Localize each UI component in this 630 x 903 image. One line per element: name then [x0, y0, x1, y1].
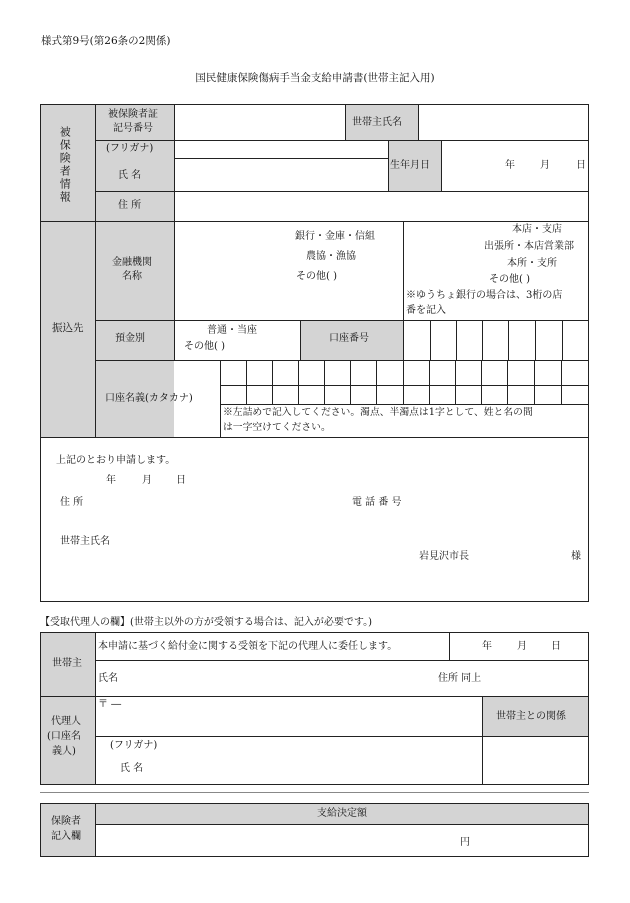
branch-types-line1: 本店・支店 [512, 224, 562, 235]
deposit-types-line1: 普通・当座 [207, 325, 257, 336]
agent-furigana-label: (フリガナ) [110, 740, 158, 751]
agent-label-line1: 代理人 [51, 716, 81, 727]
name-label: 氏 名 [118, 170, 142, 181]
amount-label: 支給決定額 [317, 808, 367, 819]
branch-name-field[interactable] [406, 224, 486, 288]
address-label: 住 所 [118, 200, 142, 211]
delegation-month-unit: 月 [517, 641, 527, 652]
institution-name-field[interactable] [177, 224, 287, 318]
cert-number-field[interactable] [176, 107, 342, 138]
deposit-type-label: 預金別 [115, 333, 145, 344]
agent-label-line2: (口座名 [47, 731, 81, 742]
agent-name-field[interactable] [160, 752, 476, 780]
yen-unit: 円 [460, 837, 470, 848]
declaration-month-unit: 月 [142, 475, 152, 486]
declaration-phone-field[interactable] [420, 494, 580, 512]
transfer-section-label: 振込先 [52, 322, 84, 334]
agent-name-label: 氏 名 [120, 763, 144, 774]
insured-address-field[interactable] [176, 193, 586, 219]
form-number: 様式第9号(第26条の2関係) [41, 35, 171, 47]
insurer-label-bg [41, 804, 95, 856]
delegation-text: 本申請に基づく給付金に関する受領を下記の代理人に委任します。 [98, 641, 398, 652]
holder-note-line1: ※左詰めで記入してください。濁点、半濁点は1字として、姓と名の間 [223, 407, 533, 418]
bank-types-line3: その他( ) [296, 271, 337, 282]
delegation-date-field[interactable] [452, 634, 587, 658]
delegation-day-unit: 日 [551, 641, 561, 652]
form-title: 国民健康保険傷病手当金支給申請書(世帯主記入用) [195, 72, 435, 84]
addressee: 岩見沢市長 [419, 551, 469, 562]
proxy-head-label: 世帯主 [52, 658, 82, 669]
account-number-field[interactable] [405, 322, 587, 358]
insurer-label-line1: 保険者 [51, 816, 81, 827]
holder-note-line2: は一字空けてください。 [223, 422, 331, 433]
bank-types-line2: 農協・漁協 [306, 251, 356, 262]
proxy-head-name-label: 氏名 [98, 673, 118, 684]
cert-label-line2: 記号番号 [113, 123, 153, 134]
declaration-address-label: 住 所 [60, 497, 84, 508]
account-number-label: 口座番号 [329, 333, 369, 344]
declaration-day-unit: 日 [176, 475, 186, 486]
birth-month-unit: 月 [540, 160, 550, 171]
insured-section-label: 被保険者情報 [58, 126, 72, 204]
branch-types-line3: 本所・支所 [507, 258, 557, 269]
declaration-head-name-field[interactable] [120, 532, 340, 550]
proxy-section-title: 【受取代理人の欄】(世帯主以外の方が受領する場合は、記入が必要です。) [40, 617, 373, 628]
cert-label-line1: 被保険者証 [108, 109, 158, 120]
agent-postal-mark: 〒 ― [98, 699, 122, 710]
birth-day-unit: 日 [576, 160, 586, 171]
relation-field[interactable] [485, 739, 586, 782]
declaration-statement: 上記のとおり申請します。 [56, 455, 176, 466]
birthdate-field[interactable] [444, 142, 586, 189]
proxy-address-same: 住所 同上 [438, 673, 482, 684]
branch-types-line2: 出張所・本店営業部 [484, 241, 574, 252]
relation-label: 世帯主との関係 [496, 711, 566, 722]
declaration-head-name-label: 世帯主氏名 [60, 536, 110, 547]
declaration-year-unit: 年 [106, 475, 116, 486]
delegation-year-unit: 年 [482, 641, 492, 652]
birth-year-unit: 年 [505, 160, 515, 171]
yucho-note-line1: ※ゆうちょ銀行の場合は、3桁の店 [406, 290, 563, 301]
holder-label: 口座名義(カタカナ) [105, 393, 193, 404]
declaration-address-field[interactable] [120, 494, 340, 512]
agent-address-field[interactable] [98, 712, 478, 734]
branch-types-line4: その他( ) [489, 274, 530, 285]
furigana-label: (フリガナ) [106, 143, 154, 154]
insured-furigana-field[interactable] [176, 142, 386, 156]
deposit-types-line2: その他( ) [184, 341, 225, 352]
household-head-name-field[interactable] [421, 107, 586, 138]
birthdate-label: 生年月日 [390, 160, 430, 171]
proxy-head-name-field[interactable] [125, 664, 425, 692]
yucho-note-line2: 番を記入 [406, 305, 446, 316]
institution-label-line2: 名称 [122, 271, 142, 282]
agent-label-line3: 義人) [52, 746, 76, 757]
bank-types-line1: 銀行・金庫・信組 [295, 231, 375, 242]
holder-name-field[interactable] [222, 362, 587, 402]
institution-label-line1: 金融機関 [112, 257, 152, 268]
declaration-phone-label: 電 話 番 号 [352, 497, 402, 508]
insurer-label-line2: 記入欄 [51, 831, 81, 842]
amount-field[interactable] [98, 827, 448, 855]
honorific: 様 [571, 551, 581, 562]
household-head-name-label: 世帯主氏名 [352, 117, 402, 128]
insured-name-field[interactable] [176, 160, 386, 189]
